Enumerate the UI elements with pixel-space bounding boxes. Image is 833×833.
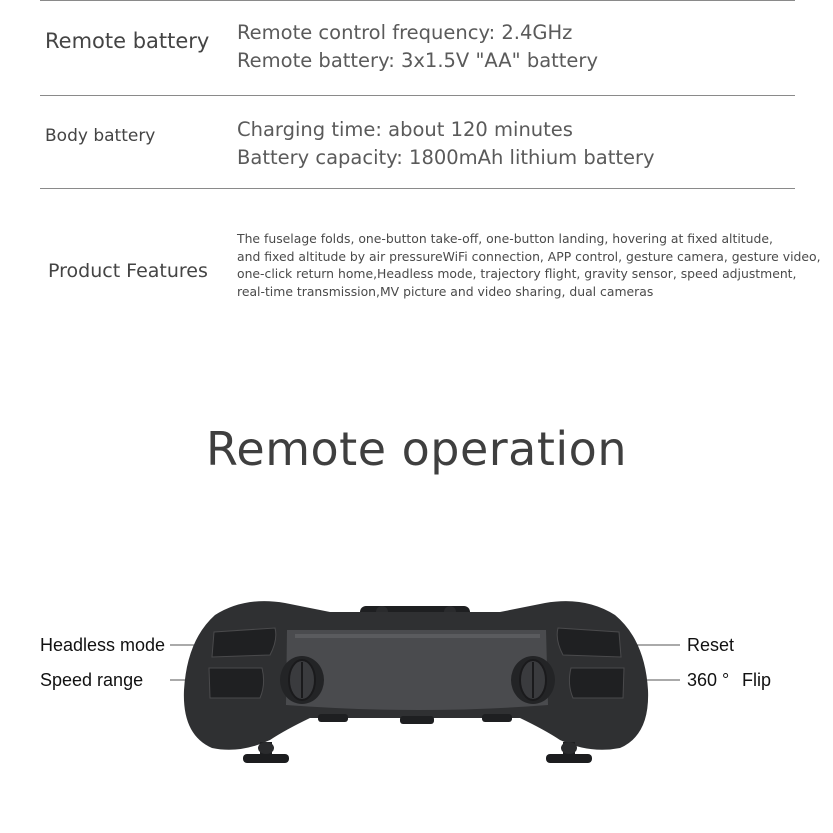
callout-flip: Flip: [742, 670, 772, 690]
right-joystick: [511, 656, 555, 704]
callout-headless-mode: Headless mode: [40, 635, 166, 655]
top-divider: [40, 0, 795, 1]
spec-label-body-battery: Body battery: [45, 126, 156, 146]
callout-reset: Reset: [687, 635, 735, 655]
product-features-text: [237, 230, 821, 300]
spec-label-remote-battery: Remote battery: [45, 29, 210, 53]
flip-button: [569, 668, 624, 698]
left-joystick: [280, 656, 324, 704]
spec-label-product-features: Product Features: [48, 260, 208, 282]
feature-line: one-click return home,Headless mode, trajectory flight, gravity sensor, speed adjustment,: [237, 266, 797, 282]
headless-mode-button: [212, 628, 276, 657]
divider-2: [40, 188, 795, 189]
spec-value-charging-time: Charging time: about 120 minutes: [237, 118, 573, 141]
reset-button: [557, 628, 621, 657]
panel-top-edge: [295, 634, 540, 638]
spec-value-remote-battery: Remote battery: 3x1.5V "AA" battery: [237, 49, 598, 72]
section-title: Remote operation: [206, 422, 627, 476]
feature-line: and fixed altitude by air pressureWiFi connection, APP control, gesture camera, gesture video,: [237, 248, 821, 264]
callout-flip-angle: 360 °: [687, 670, 730, 690]
center-panel: [286, 630, 548, 710]
callout-speed-range: Speed range: [40, 670, 144, 690]
spec-value-remote-frequency: Remote control frequency: 2.4GHz: [237, 21, 573, 44]
feature-line: real-time transmission,MV picture and video sharing, dual cameras: [237, 283, 654, 299]
speed-range-button: [209, 668, 264, 698]
spec-value-battery-capacity: Battery capacity: 1800mAh lithium battery: [237, 146, 655, 169]
feature-line: The fuselage folds, one-button take-off, one-button landing, hovering at fixed altitude,: [237, 231, 773, 246]
divider-1: [40, 95, 795, 96]
